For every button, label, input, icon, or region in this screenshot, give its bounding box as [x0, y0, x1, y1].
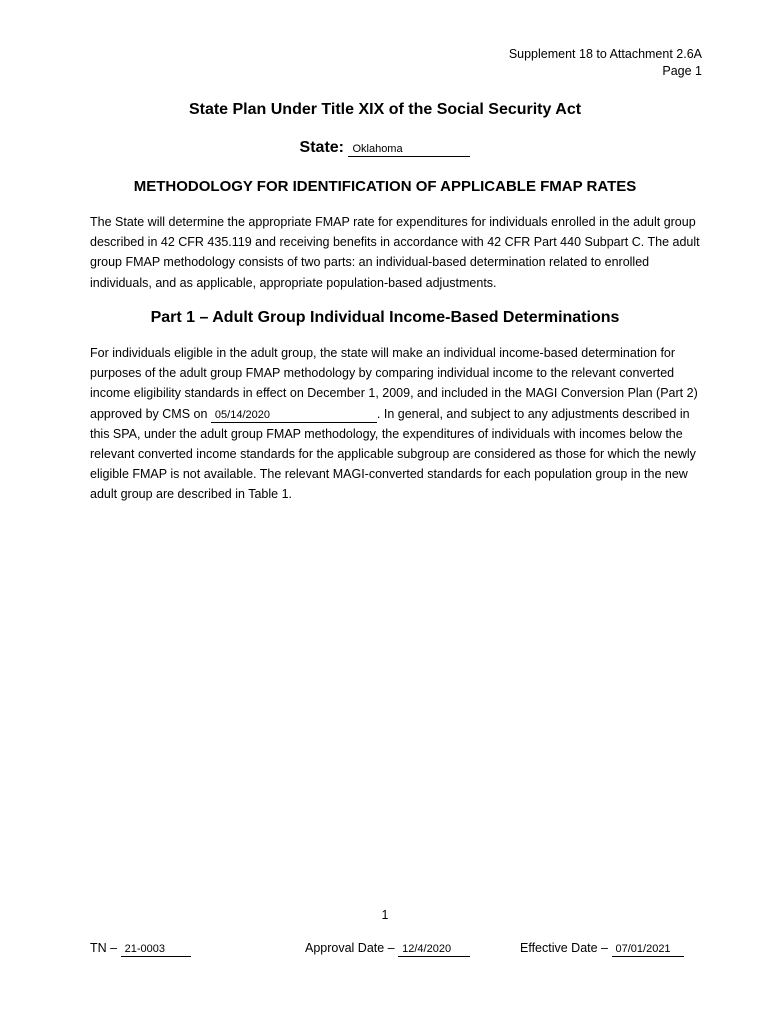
approval-date-block	[305, 941, 470, 957]
tn-field[interactable]: 21-0003	[121, 943, 191, 957]
part1-text-before: For individuals eligible in the adult group, the state will make an individual income-based determination for purposes of the adult group FMAP methodology by comparing individual income to the relevant converted income eligibility standards in effect on December 1, 2009, and included in the MAGI Conversion Plan (Part 2) approved by CMS on	[90, 346, 698, 421]
document-title: State Plan Under Title XIX of the Social Security Act	[188, 101, 582, 118]
part1-text-after: . In general, and subject to any adjustments described in this SPA, under the adult group FMAP methodology, the expenditures of individuals with incomes below the relevant converted income standards for the applicable subgroup are considered as those for which the newly eligible FMAP is not available. The relevant MAGI-converted standards for each population group in the new adult group are described in Table 1.	[90, 406, 696, 502]
tn-label: TN –	[90, 941, 118, 955]
state-label: State:	[299, 139, 344, 156]
page-number: 1	[381, 908, 389, 922]
part1-heading: Part 1 – Adult Group Individual Income-Based Determinations	[150, 309, 620, 326]
methodology-heading: METHODOLOGY FOR IDENTIFICATION OF APPLICABLE FMAP RATES	[133, 178, 637, 195]
tn-block	[90, 941, 191, 957]
effective-label: Effective Date –	[520, 941, 609, 955]
effective-date-field[interactable]: 07/01/2021	[612, 943, 684, 957]
state-line	[0, 139, 770, 157]
document-header	[509, 46, 702, 80]
state-field[interactable]: Oklahoma	[348, 143, 470, 157]
supplement-label: Supplement 18 to Attachment 2.6A	[508, 47, 702, 61]
effective-date-block	[520, 941, 684, 957]
intro-paragraph: The State will determine the appropriate FMAP rate for expenditures for individuals enrolled in the adult group described in 42 CFR 435.119 and receiving benefits in accordance with 42 CFR Part 440 Subpart C. The adult group FMAP methodology consists of two parts: an individual-based determination related to enrolled individuals, and as applicable, appropriate population-based adjustments.	[90, 215, 700, 290]
approval-label: Approval Date –	[305, 941, 395, 955]
page-label: Page 1	[662, 64, 702, 78]
part1-paragraph	[90, 343, 705, 505]
approval-date-field[interactable]: 12/4/2020	[398, 943, 470, 957]
cms-approval-date-field[interactable]: 05/14/2020	[211, 409, 377, 423]
